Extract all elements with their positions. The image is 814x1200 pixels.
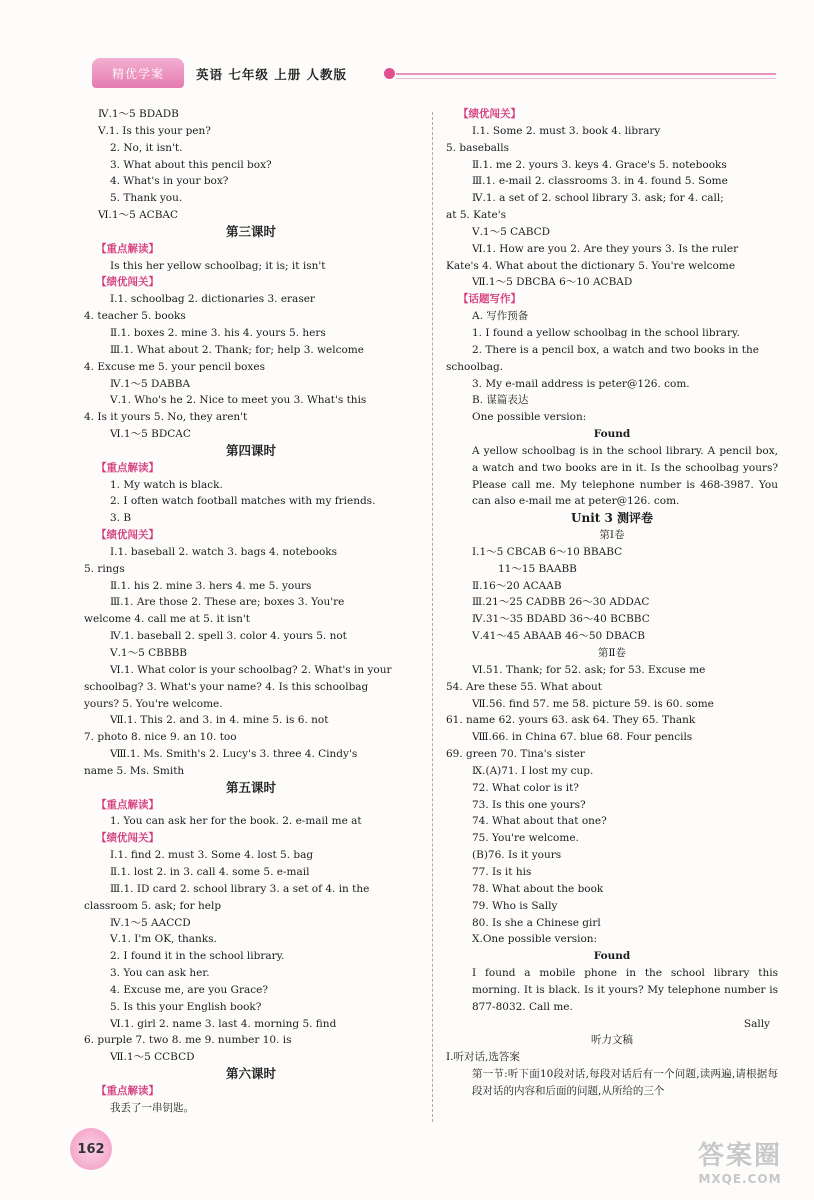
left-line: 我丢了一串钥匙。 (110, 1101, 194, 1114)
right-line: Found (593, 950, 631, 963)
right-line: at 5. Kate's (446, 209, 506, 222)
right-paragraph: A yellow schoolbag is in the school library. A pencil box, a watch and two books are in it. Is the schoolbag yours? Please call me. My telephone number is 468-3987. You can also e-mail me at peter@126. com. (472, 444, 778, 508)
right-line: 听力文稿 (591, 1034, 633, 1047)
left-line: 5. rings (84, 562, 125, 575)
right-line: 77. Is it his (472, 865, 532, 878)
left-line: Ⅵ.1. What color is your schoolbag? 2. What's in your (110, 663, 392, 676)
left-line: 2. I often watch football matches with my friends. (110, 495, 376, 508)
header-title: 英语 七年级 上册 人教版 (196, 67, 348, 82)
right-line: (B)76. Is it yours (472, 849, 562, 862)
left-section-heading: 第五课时 (225, 779, 276, 795)
watermark-sub: MXQE.COM (698, 1172, 782, 1186)
right-line: 3. My e-mail address is peter@126. com. (472, 377, 690, 390)
left-line: 4. Excuse me 5. your pencil boxes (84, 360, 265, 373)
left-line: Ⅳ.1～5 DABBA (110, 377, 191, 390)
right-paragraph: I found a mobile phone in the school library this morning. It is black. Is it yours? My telephone number is 877-8032. Call me. (472, 967, 778, 1013)
right-line: 72. What color is it? (472, 781, 579, 794)
header-rule (396, 73, 776, 75)
left-line: Ⅷ.1. Ms. Smith's 2. Lucy's 3. three 4. Cindy's (110, 748, 358, 761)
left-line: 4. What's in your box? (110, 175, 229, 188)
left-line: 7. photo 8. nice 9. an 10. too (84, 731, 237, 744)
left-line: Ⅰ.1. baseball 2. watch 3. bags 4. notebooks (110, 545, 338, 558)
brand-tab: 精优学案 (92, 58, 184, 88)
header-rule-thin (396, 78, 776, 79)
right-line: Ⅹ.One possible version: (472, 933, 598, 946)
left-line: Ⅳ.1. baseball 2. spell 3. color 4. yours 5. not (110, 630, 347, 643)
right-section-heading: Unit 3 测评卷 (571, 511, 653, 526)
right-line: Ⅰ.1～5 CBCAB 6～10 BBABC (472, 545, 623, 558)
left-line: 3. What about this pencil box? (110, 158, 272, 171)
left-column (84, 106, 418, 1117)
page-number: 162 (77, 1141, 105, 1157)
right-line: 11～15 BAABB (498, 562, 577, 575)
right-line: 79. Who is Sally (472, 899, 558, 912)
left-line: schoolbag? 3. What's your name? 4. Is this schoolbag (84, 680, 369, 693)
right-line: Kate's 4. What about the dictionary 5. You're welcome (446, 259, 736, 272)
left-line: Ⅶ.1～5 CCBCD (110, 1051, 195, 1064)
left-line: 2. No, it isn't. (110, 141, 183, 154)
right-line: Ⅶ.56. find 57. me 58. picture 59. is 60. some (472, 697, 714, 710)
left-tag-label: 【绩优闯关】 (96, 832, 159, 845)
left-tag-label: 【绩优闯关】 (96, 276, 159, 289)
left-line: Is this her yellow schoolbag; it is; it isn't (110, 259, 326, 272)
left-line: 3. B (110, 512, 132, 525)
watermark-main: 答案圈 (697, 1141, 782, 1171)
left-line: 1. You can ask her for the book. 2. e-mail me at (110, 815, 362, 828)
right-line: Found (593, 428, 631, 441)
left-section-heading: 第六课时 (225, 1066, 276, 1082)
right-line: Ⅲ.21～25 CADBB 26～30 ADDAC (472, 596, 650, 609)
left-section-heading: 第三课时 (225, 223, 276, 239)
left-line: Ⅲ.1. ID card 2. school library 3. a set of 4. in the (110, 882, 370, 895)
left-tag-label: 【重点解读】 (96, 1084, 159, 1097)
left-tag-label: 【重点解读】 (96, 461, 159, 474)
left-line: Ⅵ.1～5 BDCAC (110, 428, 191, 441)
right-line: Ⅲ.1. e-mail 2. classrooms 3. in 4. found 5. Some (472, 175, 728, 188)
left-line: Ⅲ.1. Are those 2. These are; boxes 3. You're (110, 596, 345, 609)
left-line: 6. purple 7. two 8. me 9. number 10. is (84, 1034, 292, 1047)
right-line: Ⅶ.1～5 DBCBA 6～10 ACBAD (472, 276, 633, 289)
right-line: Ⅸ.(A)71. I lost my cup. (472, 764, 594, 777)
left-line: Ⅲ.1. What about 2. Thank; for; help 3. welcome (110, 343, 364, 356)
left-tag-label: 【绩优闯关】 (96, 529, 159, 542)
left-line: yours? 5. You're welcome. (84, 697, 223, 710)
right-column (446, 106, 778, 1100)
left-line: Ⅴ.1. Is this your pen? (98, 124, 211, 137)
left-line: Ⅳ.1～5 AACCD (110, 916, 191, 929)
right-paragraph: 第一节:听下面10段对话,每段对话后有一个问题,读两遍,请根据每段对话的内容和后面的问题,从所给的三个 (472, 1068, 778, 1097)
left-line: Ⅴ.1～5 CBBBB (110, 647, 188, 659)
left-tag-label: 【重点解读】 (96, 798, 159, 811)
left-line: Ⅰ.1. schoolbag 2. dictionaries 3. eraser (110, 293, 315, 306)
left-section-heading: 第四课时 (225, 442, 276, 458)
left-line: 1. My watch is black. (110, 478, 223, 491)
left-line: welcome 4. call me at 5. it isn't (84, 613, 251, 626)
page-header (92, 58, 782, 90)
left-line: classroom 5. ask; for help (84, 899, 222, 912)
left-line: 4. Excuse me, are you Grace? (110, 983, 268, 996)
left-line: Ⅱ.1. boxes 2. mine 3. his 4. yours 5. hers (110, 326, 326, 339)
right-line: 80. Is she a Chinese girl (472, 916, 601, 929)
left-line: 4. Is it yours 5. No, they aren't (84, 411, 248, 424)
left-line: Ⅰ.1. find 2. must 3. Some 4. lost 5. bag (110, 849, 314, 862)
right-tag-label: 【绩优闯关】 (458, 108, 521, 120)
right-line: Ⅴ.41～45 ABAAB 46～50 DBACB (472, 630, 646, 643)
right-line: B. 谋篇表达 (472, 394, 529, 407)
left-line: 5. Thank you. (110, 192, 183, 205)
left-line: 3. You can ask her. (110, 967, 210, 980)
right-line: Ⅱ.1. me 2. yours 3. keys 4. Grace's 5. notebooks (472, 158, 727, 171)
right-line: 78. What about the book (472, 882, 604, 895)
right-line: schoolbag. (446, 360, 504, 373)
left-line: Ⅱ.1. his 2. mine 3. hers 4. me 5. yours (110, 579, 312, 592)
right-line: Ⅷ.66. in China 67. blue 68. Four pencils (472, 731, 693, 744)
right-line: Ⅵ.51. Thank; for 52. ask; for 53. Excuse me (472, 663, 706, 676)
right-line: 73. Is this one yours? (472, 798, 586, 811)
right-line: 61. name 62. yours 63. ask 64. They 65. Thank (446, 714, 696, 727)
left-line: Ⅴ.1. Who's he 2. Nice to meet you 3. What's this (110, 394, 367, 407)
left-line: Ⅵ.1. girl 2. name 3. last 4. morning 5. find (110, 1017, 337, 1030)
column-divider (432, 112, 433, 1122)
left-line: Ⅳ.1～5 BDADB (98, 108, 179, 120)
right-line: One possible version: (472, 411, 587, 424)
left-line: 5. Is this your English book? (110, 1000, 262, 1013)
right-line: 第Ⅱ卷 (597, 647, 627, 659)
left-tag-label: 【重点解读】 (96, 242, 159, 255)
right-tag-label: 【话题写作】 (458, 293, 521, 306)
right-line: Ⅰ.1. Some 2. must 3. book 4. library (472, 124, 661, 137)
right-line: Ⅰ.听对话,选答案 (446, 1051, 520, 1064)
left-line: Ⅱ.1. lost 2. in 3. call 4. some 5. e-mail (110, 865, 310, 878)
watermark-logo (676, 1140, 804, 1196)
right-line: A. 写作预备 (472, 310, 529, 323)
right-line: 5. baseballs (446, 141, 510, 154)
right-line: 69. green 70. Tina's sister (446, 748, 585, 761)
right-line: Sally (743, 1017, 770, 1030)
left-line: 2. I found it in the school library. (110, 950, 285, 963)
right-line: 54. Are these 55. What about (446, 680, 603, 693)
left-line: name 5. Ms. Smith (84, 764, 185, 777)
right-line: Ⅳ.1. a set of 2. school library 3. ask; for 4. call; (472, 192, 724, 205)
right-line: 1. I found a yellow schoolbag in the school library. (472, 326, 740, 339)
left-line: Ⅵ.1～5 ACBAC (98, 209, 179, 222)
page-number-badge (70, 1128, 112, 1170)
right-line: 2. There is a pencil box, a watch and two books in the (472, 343, 759, 356)
right-line: Ⅱ.16～20 ACAAB (472, 579, 562, 592)
left-line: 4. teacher 5. books (84, 310, 186, 323)
right-line: Ⅴ.1～5 CABCD (472, 225, 551, 238)
right-line: Ⅳ.31～35 BDABD 36～40 BCBBC (472, 613, 650, 626)
right-line: 74. What about that one? (472, 815, 607, 828)
right-line: Ⅵ.1. How are you 2. Are they yours 3. Is the ruler (472, 242, 739, 255)
left-line: Ⅶ.1. This 2. and 3. in 4. mine 5. is 6. not (110, 714, 329, 727)
header-dot-icon (384, 68, 395, 79)
left-line: Ⅴ.1. I'm OK, thanks. (110, 933, 217, 946)
right-line: 75. You're welcome. (472, 832, 579, 845)
right-line: 第Ⅰ卷 (599, 529, 625, 542)
